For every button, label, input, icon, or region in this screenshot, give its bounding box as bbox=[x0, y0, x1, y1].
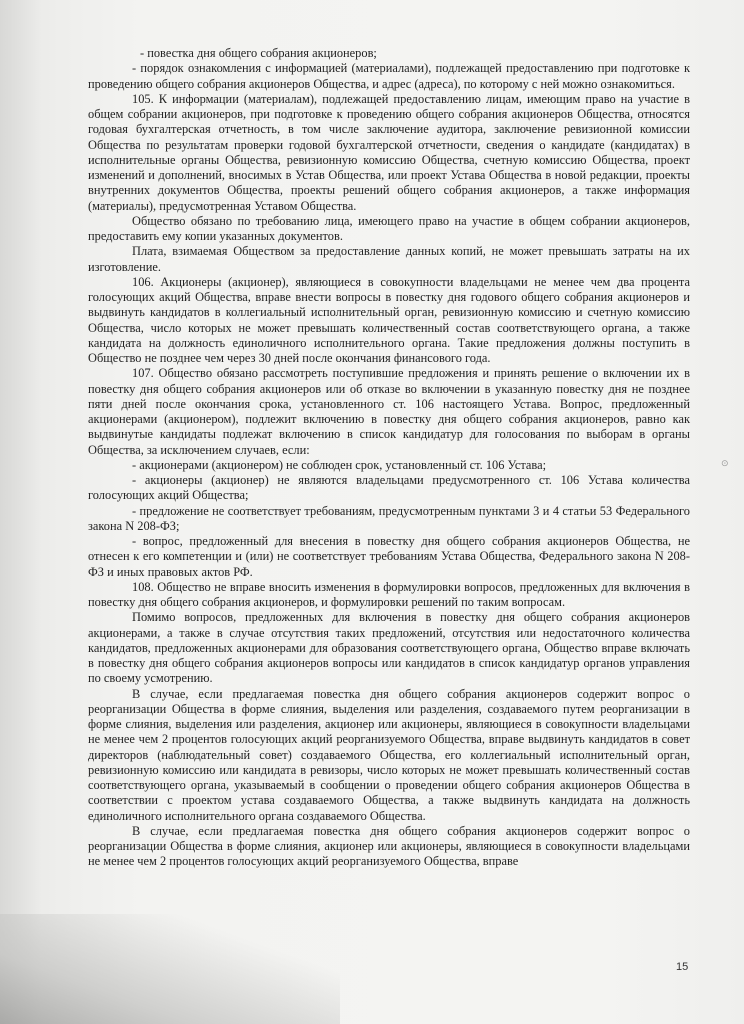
paragraph-exception-competence: - вопрос, предложенный для внесения в повестку дня общего собрания акционеров Общества, не отнесен к его компетенции и (или) не соответствует требованиям Устава Общества, Федерального закона N 208-ФЗ и иных правовых актов РФ. bbox=[88, 534, 690, 579]
scan-shadow-left bbox=[0, 0, 40, 1024]
paragraph-copies-obligation: Общество обязано по требованию лица, имеющего право на участие в общем собрании акционеров, предоставить ему копии указанных документов. bbox=[88, 213, 690, 243]
paragraph-reorganization-merger: В случае, если предлагаемая повестка дня общего собрания акционеров содержит вопрос о реорганизации Общества в форме слияния, акционер или акционеры, являющиеся в совокупности владельцами не менее чем 2 процентов голосующих акций реорганизуемого Общества, вправе bbox=[88, 823, 690, 869]
paragraph-exception-requirements: - предложение не соответствует требованиям, предусмотренным пунктами 3 и 4 статьи 53 Федерального закона N 208-ФЗ; bbox=[88, 503, 690, 533]
paragraph-reorganization-merger-division: В случае, если предлагаемая повестка дня общего собрания акционеров содержит вопрос о реорганизации Общества в форме слияния, выделения или разделения, создаваемого путем реорганизации в форме слияния, выделения или разделения, акционер или акционеры, являющиеся в совокупности владельцами не менее чем 2 процентов голосующих акций реорганизуемого Общества, вправе выдвинуть кандидатов в совет директоров (наблюдательный совет) создаваемого Общества, его коллегиальный исполнительный орган, ревизионную комиссию или кандидата в ревизоры, число которых не может превышать количественный состав соответствующего органа, указываемый в сообщении о проведении общего собрания акционеров Общества в соответствии с проектом устава создаваемого Общества, а также выдвинуть кандидата на должность единоличного исполнительного органа создаваемого Общества. bbox=[88, 686, 690, 823]
paragraph-familiarization-item: - порядок ознакомления с информацией (материалами), подлежащей предоставлению при подготовке к проведению общего собрания акционеров Общества, и адрес (адреса), по которому с ней можно ознакомиться. bbox=[88, 61, 690, 91]
paragraph-clause-107: 107. Общество обязано рассмотреть поступившие предложения и принять решение о включении их в повестку дня общего собрания акционеров или об отказе во включении в указанную повестку дня не позднее пяти дней после окончания срока, установленного ст. 106 настоящего Устава. Вопрос, предложенный акционерами (акционером), подлежит включению в повестку дня общего собрания акционеров, равно как выдвинутые кандидаты подлежат включению в список кандидатур для голосования по выборам в органы Общества, за исключением случаев, если: bbox=[88, 366, 690, 457]
document-body bbox=[88, 46, 690, 870]
paragraph-exception-deadline: - акционерами (акционером) не соблюден срок, установленный ст. 106 Устава; bbox=[132, 457, 547, 472]
page-number: 15 bbox=[676, 961, 689, 973]
paragraph-copies-fee: Плата, взимаемая Обществом за предоставление данных копий, не может превышать затраты на их изготовление. bbox=[88, 244, 690, 274]
paragraph-agenda-item: - повестка дня общего собрания акционеров; bbox=[140, 46, 377, 60]
paragraph-clause-106: 106. Акционеры (акционер), являющиеся в совокупности владельцами не менее чем два процента голосующих акций Общества, вправе внести вопросы в повестку дня годового общего собрания акционеров и выдвинуть кандидатов в коллегиальный исполнительный орган, ревизионную комиссию и счетную комиссию Общества, число которых не может превышать количественный состав соответствующего органа, а также кандидата на должность единоличного исполнительного органа. Такие предложения должны поступить в Общество не позднее чем через 30 дней после окончания финансового года. bbox=[88, 274, 690, 365]
scan-artifact-mark: ⊙ bbox=[721, 459, 729, 469]
scan-shadow-bottom bbox=[0, 914, 340, 1024]
paragraph-clause-108: 108. Общество не вправе вносить изменения в формулировки вопросов, предложенных для включения в повестку дня общего собрания акционеров, и формулировки решений по таким вопросам. bbox=[88, 579, 690, 609]
paragraph-clause-105: 105. К информации (материалам), подлежащей предоставлению лицам, имеющим право на участие в общем собрании акционеров, при подготовке к проведению общего собрания акционеров Общества, относятся годовая бухгалтерская отчетность, в том числе заключение аудитора, заключение ревизионной комиссии Общества по результатам проверки годовой бухгалтерской отчетности, сведения о кандидате (кандидатах) в исполнительные органы Общества, ревизионную комиссию Общества, счетную комиссию Общества, проект изменений и дополнений, вносимых в Устав Общества, или проект Устава Общества в новой редакции, проекты внутренних документов Общества, проекты решений общего собрания акционеров, а также информация (материалы), предусмотренная Уставом Общества. bbox=[88, 91, 690, 213]
paragraph-exception-shares: - акционеры (акционер) не являются владельцами предусмотренного ст. 106 Устава количества голосующих акций Общества; bbox=[88, 473, 690, 503]
paragraph-additional-questions: Помимо вопросов, предложенных для включения в повестку дня общего собрания акционеров акционерами, а также в случае отсутствия таких предложений, отсутствия или недостаточного количества кандидатов, предложенных акционерами для образования соответствующего органа, Общество вправе включать в повестку дня общего собрания акционеров вопросы или кандидатов в список кандидатур органов управления по своему усмотрению. bbox=[88, 610, 690, 686]
